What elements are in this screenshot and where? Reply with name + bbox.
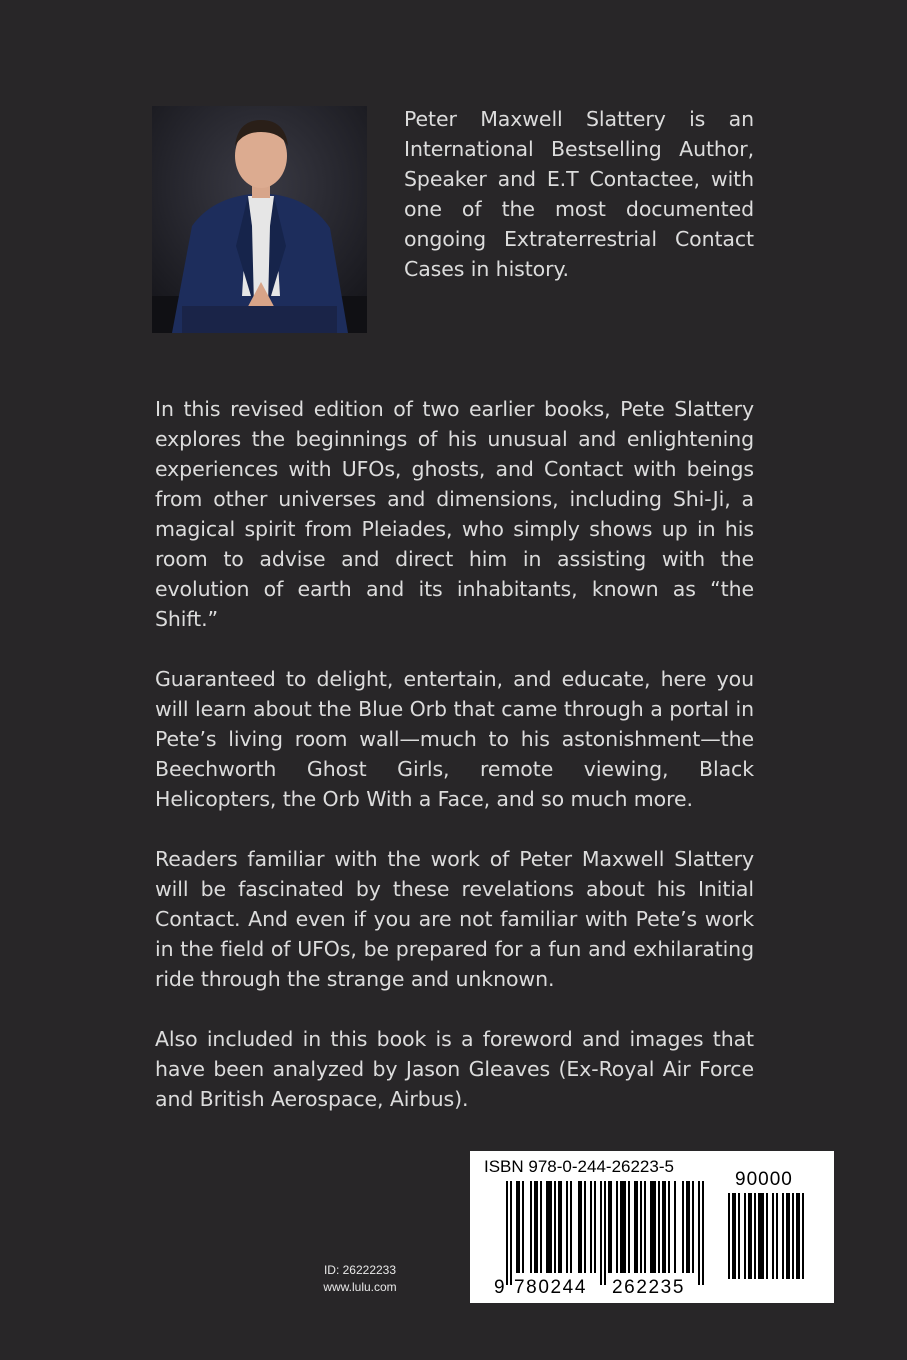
description-paragraph-4: Also included in this book is a foreword and images that have been analyzed by Jason Gleaves (Ex-Royal Air Force and British Aerospace, Airbus). [155,1027,754,1111]
barcode-bar [686,1181,690,1273]
barcode-bar [744,1193,746,1279]
barcode-bar [534,1181,538,1273]
barcode-bar [608,1181,612,1273]
barcode-bar [782,1193,784,1279]
barcode-bar [554,1181,556,1273]
barcode-bar [566,1181,568,1273]
barcode-bar [590,1181,592,1273]
barcode-bar [620,1181,626,1273]
barcode-bar [594,1181,596,1273]
isbn-label: ISBN 978-0-244-26223-5 [484,1157,674,1176]
author-bio: Peter Maxwell Slattery is an International Bestselling Author, Speaker and E.T Contactee, with one of the most documented ongoing Extraterrestrial Contact Cases in history. [404,107,754,281]
barcode-addon-bars [728,1193,824,1293]
barcode-bar [640,1181,642,1273]
barcode-bar [802,1193,804,1279]
barcode-digit-first: 9 [494,1277,507,1298]
barcode-bar [732,1193,736,1279]
author-portrait-image [152,106,367,333]
barcode-bar [650,1181,656,1273]
barcode-bar [772,1193,774,1279]
description-paragraph-2: Guaranteed to delight, entertain, and educate, here you will learn about the Blue Orb that came through a portal in Pete’s living room wall—much to his astonishment—the Beechworth Ghost Girls, remote viewing, Black Helicopters, the Orb With a Face, and so much more. [155,667,754,811]
barcode-bar [578,1181,582,1273]
barcode-bar [530,1181,532,1273]
barcode-bar [516,1181,520,1273]
author-photo [152,106,367,333]
barcode-bar [668,1181,670,1273]
barcode-bar [546,1181,552,1273]
barcode-bar [758,1193,764,1279]
barcode-bar [644,1181,646,1273]
description-paragraph-3: Readers familiar with the work of Peter Maxwell Slattery will be fascinated by these revelations about his Initial Contact. And even if you are not familiar with Pete’s work in the field of UFOs, be prepared for a fun and exhilarating ride through the strange and unknown. [155,847,754,991]
barcode-bar [698,1181,700,1285]
barcode-bar [658,1181,660,1273]
publisher-info [300,1262,420,1296]
barcode-bar [558,1181,562,1273]
barcode-bar [748,1193,752,1279]
barcode-bar [702,1181,704,1285]
barcode-bar [776,1193,778,1279]
barcode-bar [510,1181,512,1285]
barcode-bar [570,1181,572,1273]
barcode-bar [604,1181,606,1285]
barcode-bar [616,1181,618,1273]
barcode-bar [792,1193,794,1279]
barcode-bar [674,1181,676,1273]
barcode-bar [506,1181,508,1285]
barcode-bar [766,1193,768,1279]
publisher-url: www.lulu.com [323,1280,397,1294]
barcode-digits-right: 262235 [612,1277,686,1298]
description-paragraph-1: In this revised edition of two earlier books, Pete Slattery explores the beginnings of his unusual and enlightening experiences with UFOs, ghosts, and Contact with beings from other universes and dimensions, including Shi-Ji, a magical spirit from Pleiades, who simply shows up in his room to advise and direct him in assisting with the evolution of earth and its inhabitants, known as “the Shift.” [155,397,754,631]
barcode-bar [754,1193,756,1279]
publisher-id: ID: 26222233 [323,1263,397,1277]
barcode-bar [682,1181,684,1273]
barcode-bar [728,1193,730,1279]
barcode-digits-left: 780244 [514,1277,588,1298]
barcode-bar [600,1181,602,1285]
barcode-bar [522,1181,524,1273]
barcode-bar [738,1193,740,1279]
barcode-bar [662,1181,666,1273]
barcode-bar [628,1181,630,1273]
barcode-bar [540,1181,542,1273]
isbn-barcode [470,1151,834,1303]
barcode-bar [796,1193,800,1279]
price-code: 90000 [735,1169,793,1190]
barcode-bar [786,1193,790,1279]
barcode-bar [584,1181,586,1273]
barcode-bar [692,1181,694,1273]
barcode-bar [634,1181,638,1273]
